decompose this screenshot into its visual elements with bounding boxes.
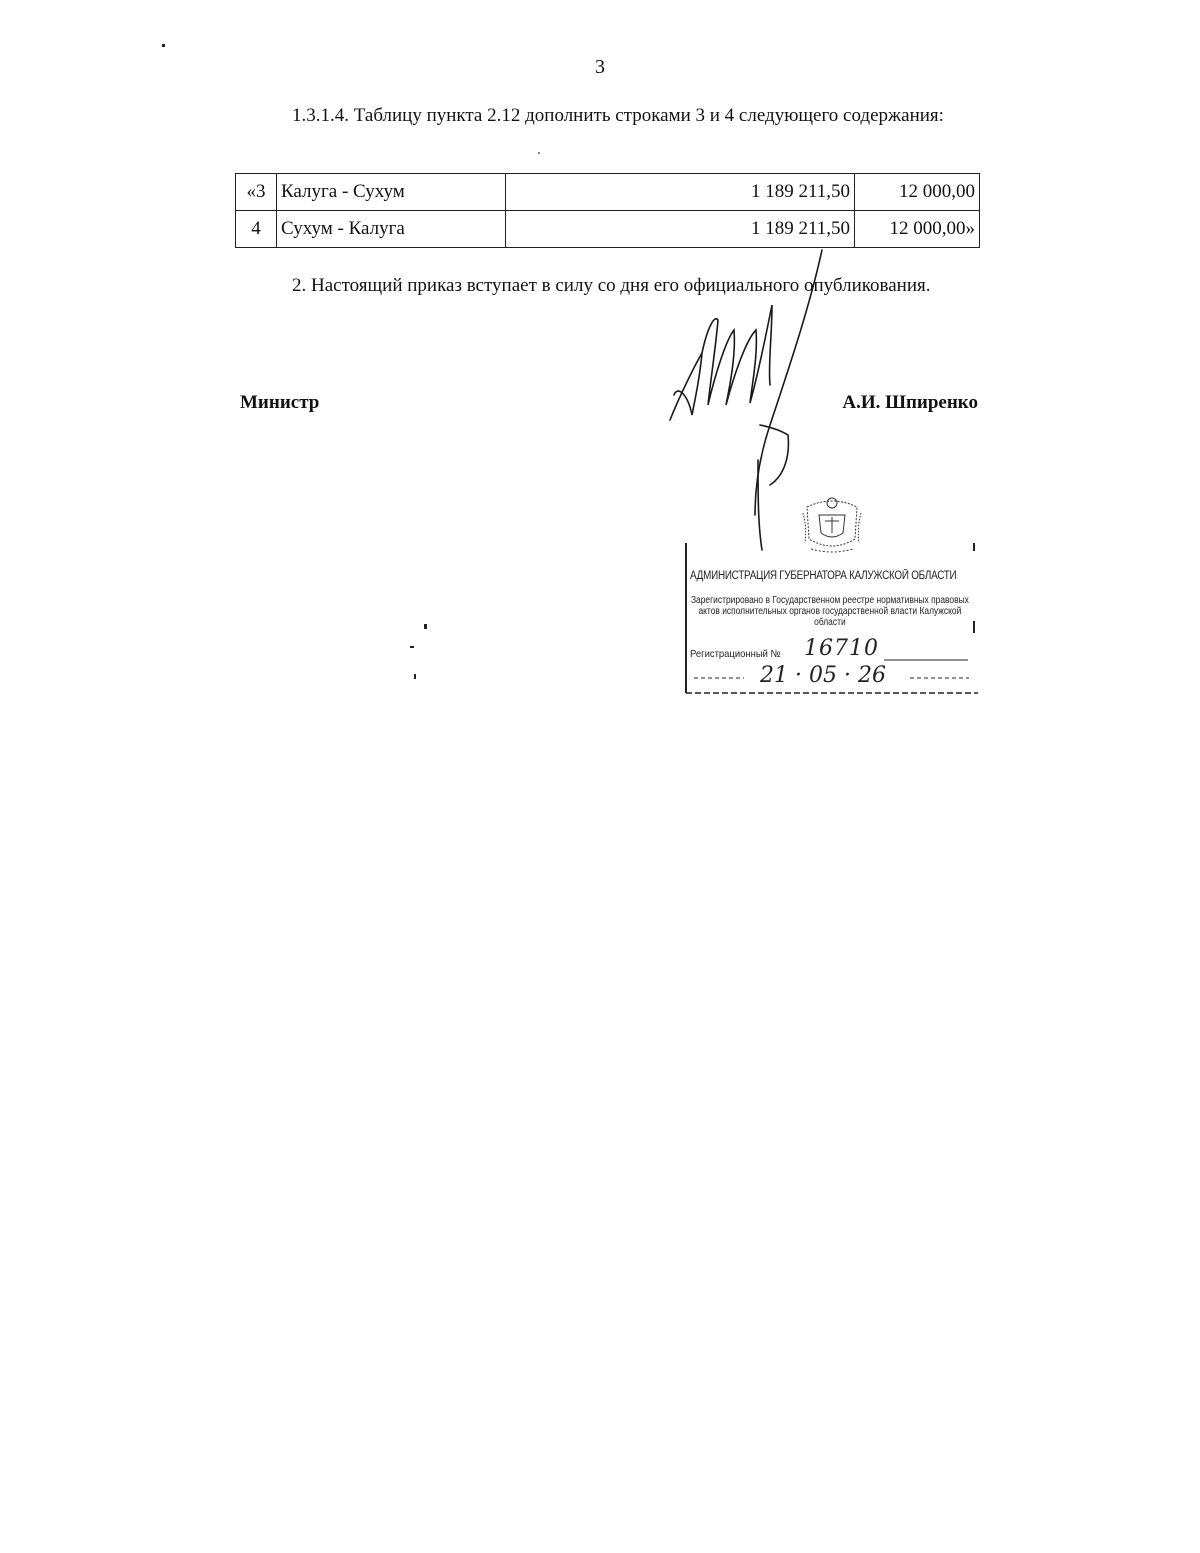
page-number: 3 — [595, 56, 605, 78]
amendment-paragraph: 1.3.1.4. Таблицу пункта 2.12 дополнить строками 3 и 4 следующего содержания: — [292, 105, 944, 126]
scan-speck — [414, 674, 416, 679]
price-cell: 12 000,00 — [855, 174, 980, 211]
stamp-reg-number-label: Регистрационный № — [690, 648, 781, 660]
signer-title: Министр — [240, 392, 320, 413]
scan-speck — [162, 44, 165, 47]
amount-cell: 1 189 211,50 — [506, 174, 855, 211]
signer-name: А.И. Шпиренко — [842, 392, 978, 413]
stamp-registration-text: Зарегистрировано в Государственном реестре нормативных правовых актов исполнительных органов государственной власти Калужской области — [690, 595, 969, 628]
row-number: 4 — [236, 211, 277, 248]
stamp-date: 21 · 05 · 26 — [760, 663, 886, 688]
route-cell: Сухум - Калуга — [277, 211, 506, 248]
row-number: «3 — [236, 174, 277, 211]
table-row — [236, 211, 980, 248]
amount-cell: 1 189 211,50 — [506, 211, 855, 248]
price-cell: 12 000,00» — [855, 211, 980, 248]
scan-speck — [424, 624, 427, 629]
amendment-table — [235, 173, 980, 248]
stamp-reg-number: 16710 — [804, 636, 879, 661]
stamp-organization: АДМИНИСТРАЦИЯ ГУБЕРНАТОРА КАЛУЖСКОЙ ОБЛАСТИ — [690, 570, 957, 582]
scan-speck — [410, 646, 414, 648]
table-row — [236, 174, 980, 211]
coat-of-arms-emblem — [799, 493, 865, 555]
scan-speck — [538, 152, 540, 154]
route-cell: Калуга - Сухум — [277, 174, 506, 211]
effective-date-paragraph: 2. Настоящий приказ вступает в силу со дня его официального опубликования. — [292, 275, 931, 296]
registration-stamp — [684, 493, 980, 698]
